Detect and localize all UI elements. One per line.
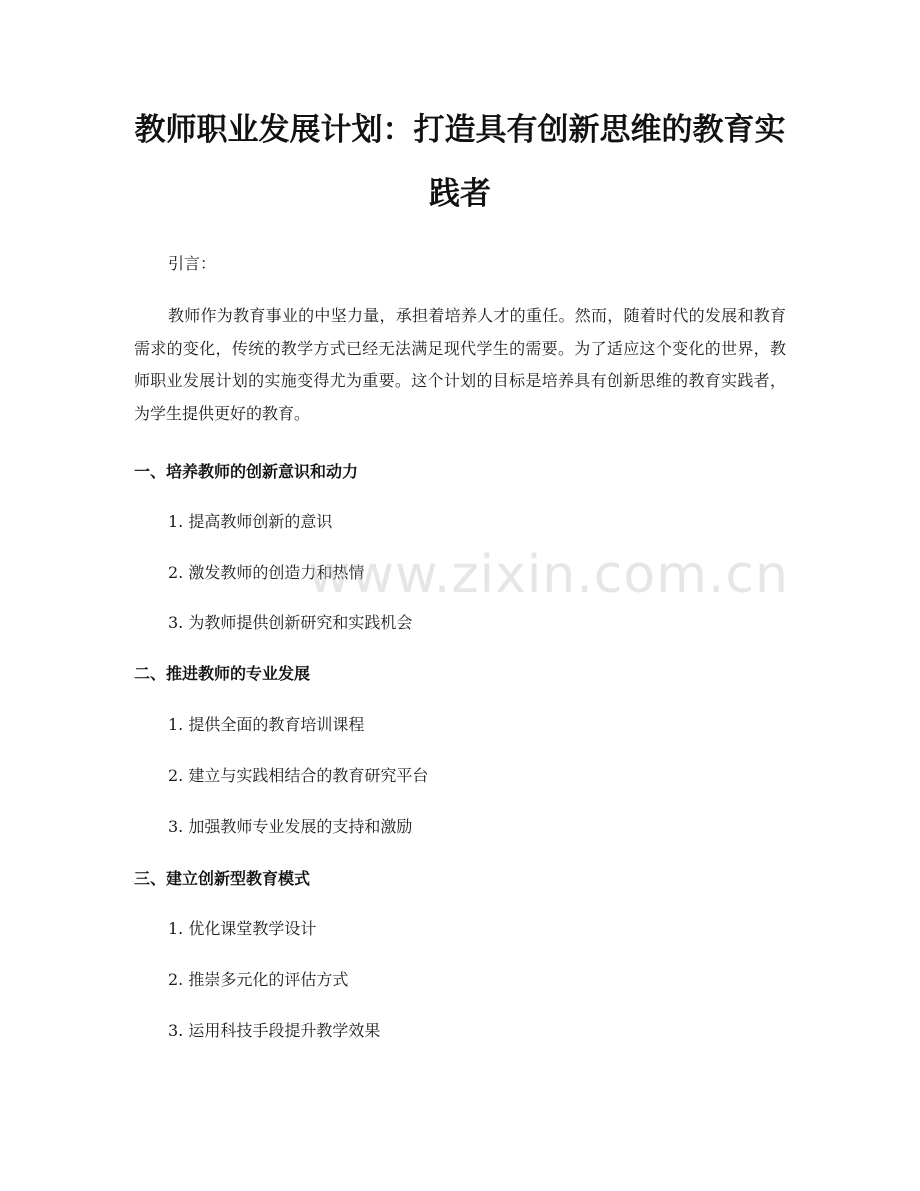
section-heading-1: 一、培养教师的创新意识和动力 xyxy=(134,462,359,481)
intro-paragraph: 教师作为教育事业的中坚力量，承担着培养人才的重任。然而，随着时代的发展和教育需求的变化，传统的教学方式已经无法满足现代学生的需要。为了适应这个变化的世界，教师职业发展计划的实施变得尤为重要。这个计划的目标是培养具有创新思维的教育实践者，为学生提供更好的教育。 xyxy=(134,306,786,423)
page-title: 教师职业发展计划：打造具有创新思维的教育实践者 xyxy=(134,112,786,212)
list-item: 1. 提高教师创新的意识 xyxy=(168,512,333,531)
list-item: 2. 推崇多元化的评估方式 xyxy=(168,970,349,989)
watermark: www.zixin.com.cn xyxy=(308,545,789,605)
section-heading-2: 二、推进教师的专业发展 xyxy=(134,664,311,683)
list-item: 2. 建立与实践相结合的教育研究平台 xyxy=(168,766,429,785)
list-item: 3. 加强教师专业发展的支持和激励 xyxy=(168,817,413,836)
intro-label: 引言： xyxy=(168,254,217,273)
list-item: 3. 运用科技手段提升教学效果 xyxy=(168,1021,381,1040)
list-item: 1. 优化课堂教学设计 xyxy=(168,919,317,938)
list-item: 1. 提供全面的教育培训课程 xyxy=(168,715,365,734)
list-item: 2. 激发教师的创造力和热情 xyxy=(168,563,365,582)
list-item: 3. 为教师提供创新研究和实践机会 xyxy=(168,613,413,632)
section-heading-3: 三、建立创新型教育模式 xyxy=(134,869,311,888)
